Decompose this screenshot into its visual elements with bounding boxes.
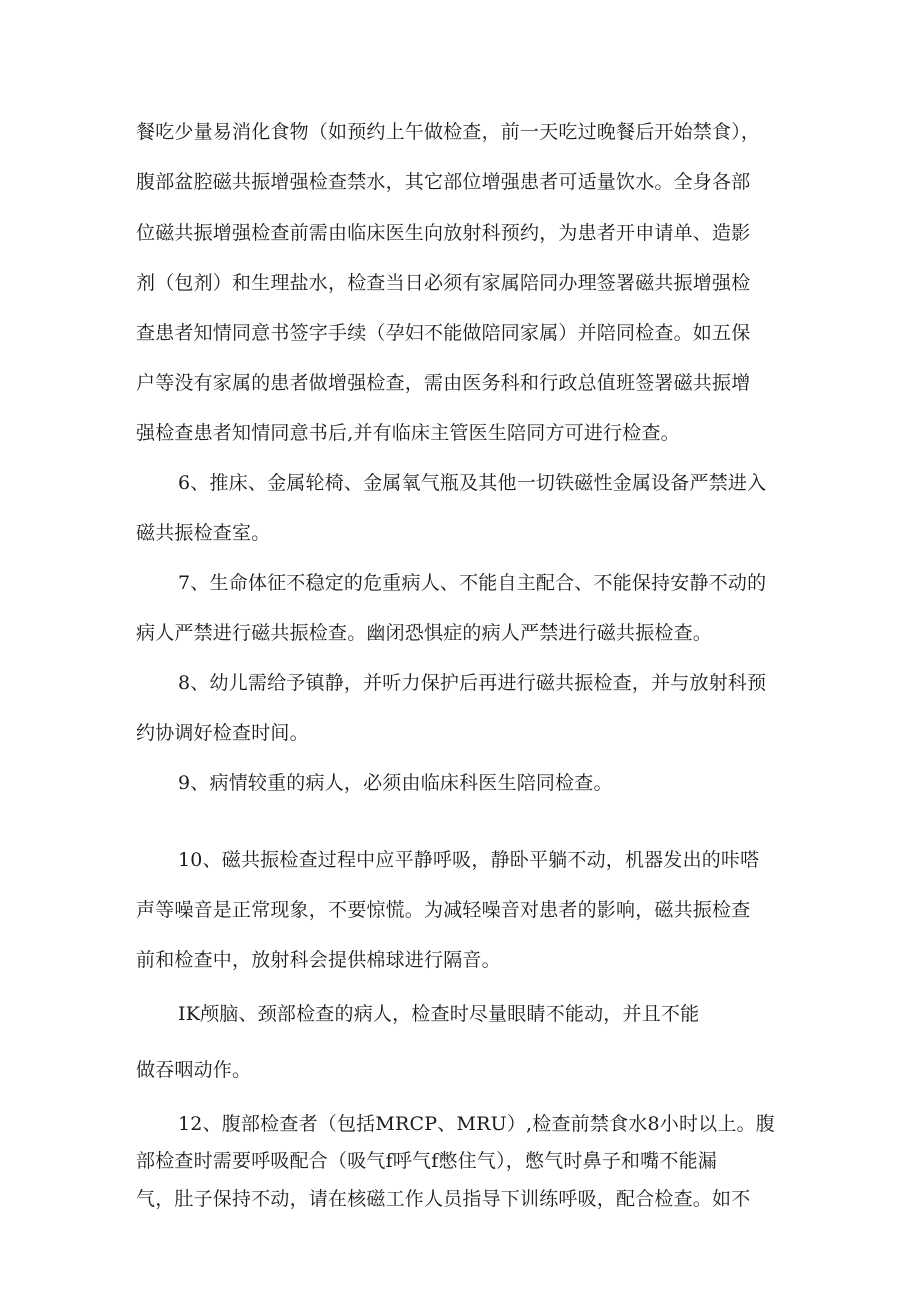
- text-line: 磁共振检查室。: [136, 522, 271, 544]
- text-line: 病人严禁进行磁共振检查。幽闭恐惧症的病人严禁进行磁共振检查。: [136, 622, 713, 644]
- text-line: 声等噪音是正常现象，不要惊慌。为减轻噪音对患者的影响，磁共振检查: [136, 899, 751, 921]
- text-line: 7、生命体征不稳定的危重病人、不能自主配合、不能保持安静不动的: [178, 572, 767, 594]
- text-line: 9、病情较重的病人，必须由临床科医生陪同检查。: [178, 772, 613, 794]
- text-line: 8、幼儿需给予镇静，并听力保护后再进行磁共振检查，并与放射科预: [178, 672, 767, 694]
- text-line: 12、腹部检查者（包括MRCP、MRU）,检查前禁食水8小时以上。腹: [178, 1113, 775, 1135]
- text-line: 约协调好检查时间。: [136, 722, 309, 744]
- text-line: 户等没有家属的患者做增强检查，需由医务科和行政总值班签署磁共振增: [136, 372, 751, 394]
- text-line: 10、磁共振检查过程中应平静呼吸，静卧平躺不动，机器发出的咔嗒: [178, 849, 760, 871]
- text-line: 6、推床、金属轮椅、金属氧气瓶及其他一切铁磁性金属设备严禁进入: [178, 472, 767, 494]
- text-line: 腹部盆腔磁共振增强检查禁水，其它部位增强患者可适量饮水。全身各部: [136, 171, 751, 193]
- text-line: 前和检查中，放射科会提供棉球进行隔音。: [136, 949, 501, 971]
- text-line: 气，肚子保持不动，请在核磁工作人员指导下训练呼吸，配合检查。如不: [136, 1188, 751, 1210]
- text-line: 位磁共振增强检查前需由临床医生向放射科预约，为患者开申请单、造影: [136, 222, 751, 244]
- text-line: 强检查患者知情同意书后,并有临床主管医生陪同方可进行检查。: [136, 422, 680, 444]
- text-line: 部检查时需要呼吸配合（吸气f呼气f憋住气），憋气时鼻子和嘴不能漏: [136, 1150, 717, 1172]
- text-line: 查患者知情同意书签字手续（孕妇不能做陪同家属）并陪同检查。如五保: [136, 322, 751, 344]
- text-line: 做吞咽动作。: [136, 1059, 252, 1081]
- text-line: 剂（包剂）和生理盐水，检查当日必须有家属陪同办理签署磁共振增强检: [136, 272, 751, 294]
- text-line: 餐吃少量易消化食物（如预约上午做检查，前一天吃过晚餐后开始禁食），: [136, 121, 761, 143]
- text-line: IK颅脑、颈部检查的病人，检查时尽量眼睛不能动，并且不能: [178, 1003, 700, 1025]
